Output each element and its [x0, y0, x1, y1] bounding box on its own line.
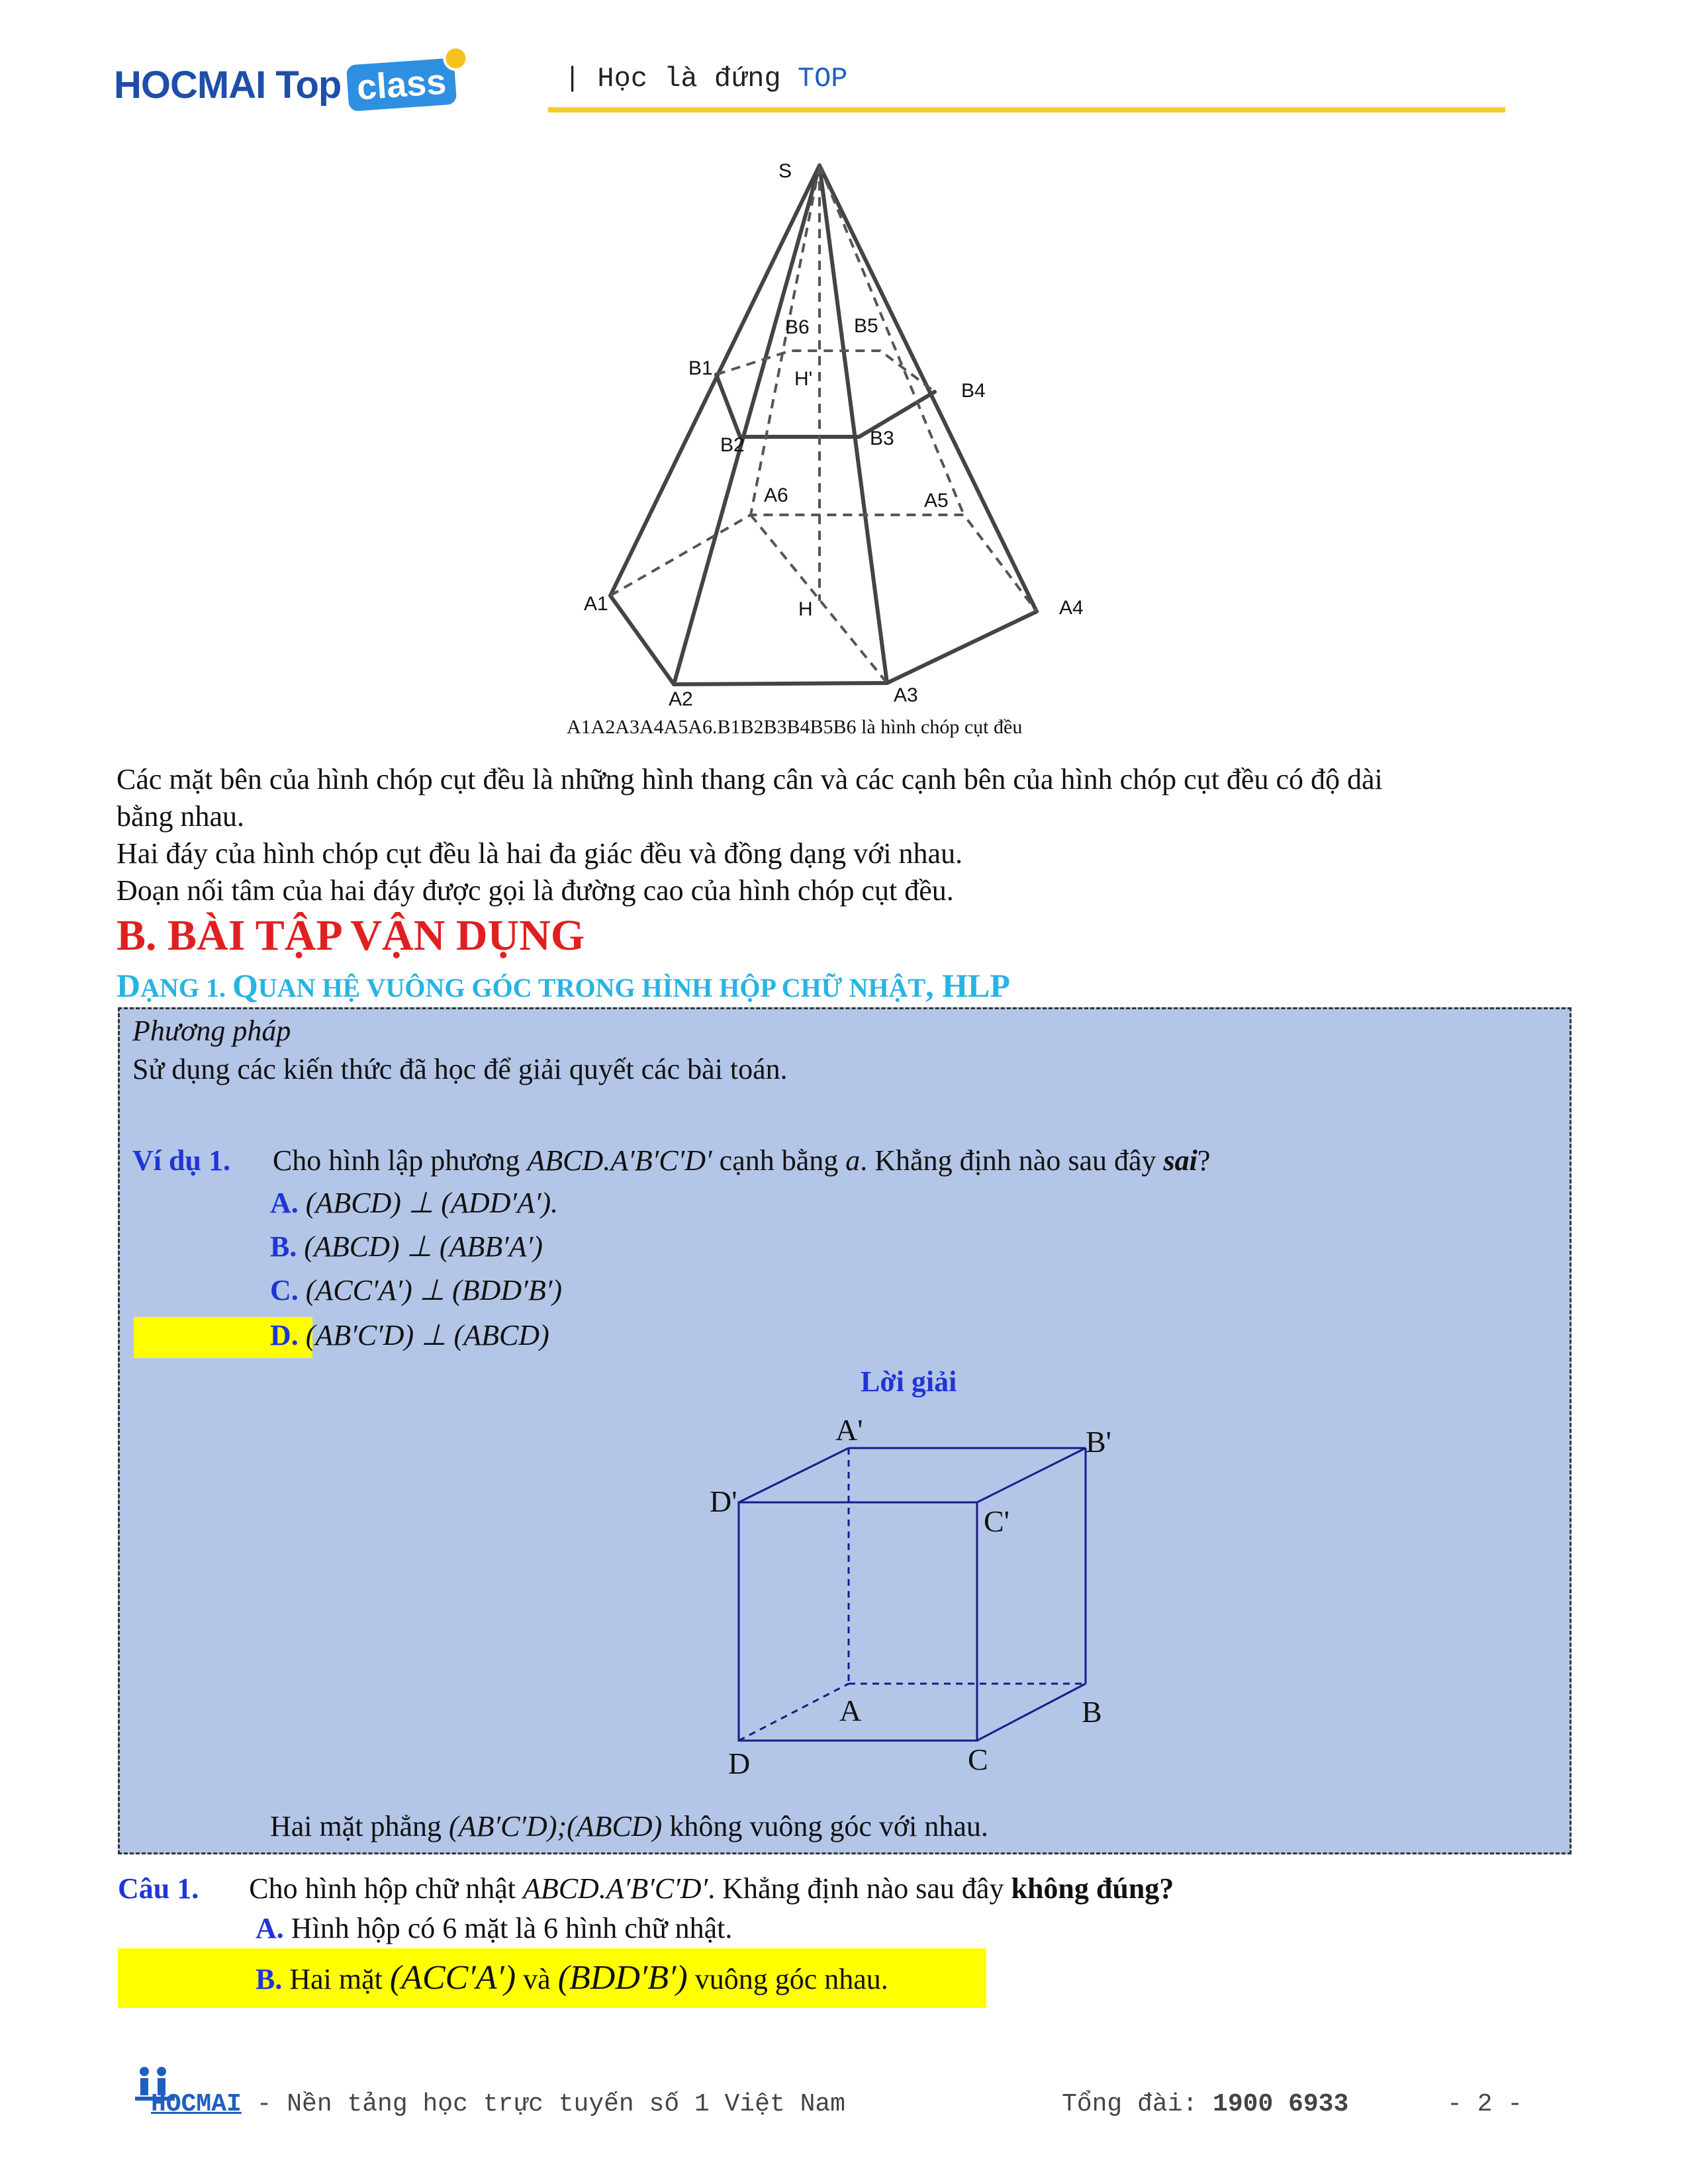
- label-A1: A1: [584, 593, 608, 615]
- option-key: D.: [270, 1319, 299, 1351]
- option-math-1: (ACC′A′): [389, 1959, 516, 1997]
- option-text: (AB′C′D) ⊥ (ABCD): [305, 1319, 549, 1351]
- hotline-number: 1900 6933: [1213, 2090, 1349, 2118]
- hocmai-topclass-logo: [114, 58, 455, 111]
- option-text-mid: và: [516, 1963, 558, 1995]
- label-A4: A4: [1059, 597, 1084, 619]
- dang-initial: D: [117, 967, 141, 1004]
- cube-label-C: C: [968, 1743, 988, 1776]
- option-key: B.: [256, 1963, 283, 1995]
- example1-option-d: [270, 1317, 549, 1354]
- frustum-caption: A1A2A3A4A5A6.B1B2B3B4B5B6 là hình chóp cụt đều: [567, 716, 1023, 738]
- cube-label-A: A: [839, 1694, 862, 1727]
- label-Hprime: H': [794, 368, 813, 390]
- footer-brand: HOCMAI: [151, 2090, 242, 2118]
- question1-option-a: [256, 1910, 732, 1947]
- example1-math-cube: ABCD.A′B′C′D′: [527, 1144, 712, 1177]
- footer-tagline: - Nền tảng học trực tuyến số 1 Việt Nam: [241, 2090, 845, 2118]
- label-S: S: [778, 160, 792, 182]
- option-text: Hình hộp có 6 mặt là 6 hình chữ nhật.: [291, 1912, 733, 1944]
- logo-star-icon: [443, 45, 470, 72]
- conclusion-pre: Hai mặt phẳng: [270, 1810, 449, 1843]
- question1-label: Câu 1.: [118, 1872, 199, 1905]
- label-A2: A2: [669, 688, 693, 710]
- example1-end: ?: [1197, 1144, 1211, 1177]
- option-key: A.: [270, 1187, 299, 1219]
- quan-rest: UAN HỆ VUÔNG GÓC TRONG HÌNH HỘP CHỮ NHẬT: [258, 973, 926, 1003]
- question1-option-b: [256, 1955, 888, 2003]
- label-A3: A3: [894, 684, 918, 706]
- header-divider: [548, 107, 1505, 113]
- option-key: C.: [270, 1274, 299, 1306]
- label-B5: B5: [854, 315, 878, 337]
- cube-label-Dprime: D': [710, 1484, 737, 1518]
- hotline-label: Tổng đài:: [1062, 2090, 1213, 2118]
- question1: [118, 1870, 1174, 1907]
- example1-math-a: a: [845, 1144, 861, 1177]
- question1-text-pre: Cho hình hộp chữ nhật: [249, 1872, 523, 1905]
- logo-class-badge: [346, 58, 457, 111]
- footer-hotline: [1062, 2090, 1348, 2118]
- label-A6: A6: [764, 484, 788, 506]
- tagline-top: TOP: [797, 63, 848, 95]
- question1-bold: không đúng?: [1011, 1872, 1174, 1905]
- option-text: (ABCD) ⊥ (ADD′A′).: [305, 1187, 559, 1219]
- cube-label-Cprime: C': [984, 1504, 1009, 1538]
- solution-title: Lời giải: [861, 1365, 957, 1398]
- paragraph-bases: Hai đáy của hình chóp cụt đều là hai đa giác đều và đồng dạng với nhau.: [117, 837, 963, 870]
- example1-text-post: . Khẳng định nào sau đây: [860, 1144, 1164, 1177]
- label-B2: B2: [720, 434, 745, 456]
- example1-question: [132, 1142, 1210, 1179]
- example1-label: Ví dụ 1.: [132, 1144, 230, 1177]
- paragraph-line: bằng nhau.: [117, 800, 245, 833]
- method-description: Sử dụng các kiến thức đã học để giải quyết các bài toán.: [132, 1053, 788, 1085]
- method-title: Phương pháp: [132, 1015, 291, 1047]
- logo-main-text: HOCMAI Top: [114, 63, 342, 107]
- section-b-heading: B. BÀI TẬP VẬN DỤNG: [117, 911, 585, 960]
- tagline-prefix: | Học là đứng: [564, 63, 798, 95]
- example1-option-a: [270, 1185, 558, 1222]
- label-A5: A5: [924, 490, 949, 512]
- cube-label-Aprime: A': [835, 1413, 863, 1447]
- dang1-heading: [117, 966, 1010, 1005]
- paragraph-lateral-faces: [117, 761, 1586, 909]
- conclusion-post: không vuông góc với nhau.: [662, 1810, 988, 1843]
- label-B1: B1: [688, 357, 713, 379]
- quan-initial: Q: [232, 967, 258, 1004]
- question1-text-post: . Khẳng định nào sau đây: [708, 1872, 1011, 1905]
- footer-page-number: - 2 -: [1447, 2090, 1523, 2118]
- option-text: (ABCD) ⊥ (ABB′A′): [304, 1230, 543, 1263]
- cube-label-Bprime: B': [1086, 1425, 1111, 1459]
- frustum-figure: [563, 151, 1158, 747]
- label-B4: B4: [961, 380, 986, 402]
- paragraph-height: Đoạn nối tâm của hai đáy được gọi là đường cao của hình chóp cụt đều.: [117, 874, 954, 907]
- cube-label-B: B: [1082, 1695, 1102, 1729]
- logo-class-text: class: [355, 62, 448, 108]
- example1-option-c: [270, 1272, 562, 1309]
- option-math-2: (BDD′B′): [557, 1959, 688, 1997]
- example1-option-b: [270, 1228, 543, 1265]
- dang-rest: ẠNG 1.: [140, 973, 232, 1003]
- option-key: B.: [270, 1230, 297, 1263]
- label-B6: B6: [785, 316, 810, 338]
- question1-math: ABCD.A′B′C′D′: [522, 1872, 708, 1905]
- footer-left: [151, 2090, 845, 2118]
- example1-conclusion: [270, 1808, 988, 1845]
- example1-text-pre: Cho hình lập phương: [272, 1144, 528, 1177]
- option-key: A.: [256, 1912, 284, 1944]
- example1-sai: sai: [1163, 1144, 1197, 1177]
- conclusion-math: (AB′C′D);(ABCD): [449, 1810, 663, 1843]
- cube-figure: [695, 1403, 1158, 1787]
- option-text: (ACC′A′) ⊥ (BDD′B′): [305, 1274, 562, 1306]
- example1-text-mid: cạnh bằng: [712, 1144, 846, 1177]
- label-B3: B3: [870, 428, 894, 449]
- cube-label-D: D: [728, 1747, 751, 1780]
- header-tagline: [564, 63, 847, 95]
- paragraph-line: Các mặt bên của hình chóp cụt đều là những hình thang cân và các cạnh bên của hình chóp cụt đều có độ dài: [117, 763, 1383, 796]
- option-text-post: vuông góc nhau.: [687, 1963, 888, 1995]
- dang-tail: , HLP: [925, 967, 1010, 1004]
- option-text-pre: Hai mặt: [289, 1963, 390, 1995]
- label-H: H: [798, 598, 813, 620]
